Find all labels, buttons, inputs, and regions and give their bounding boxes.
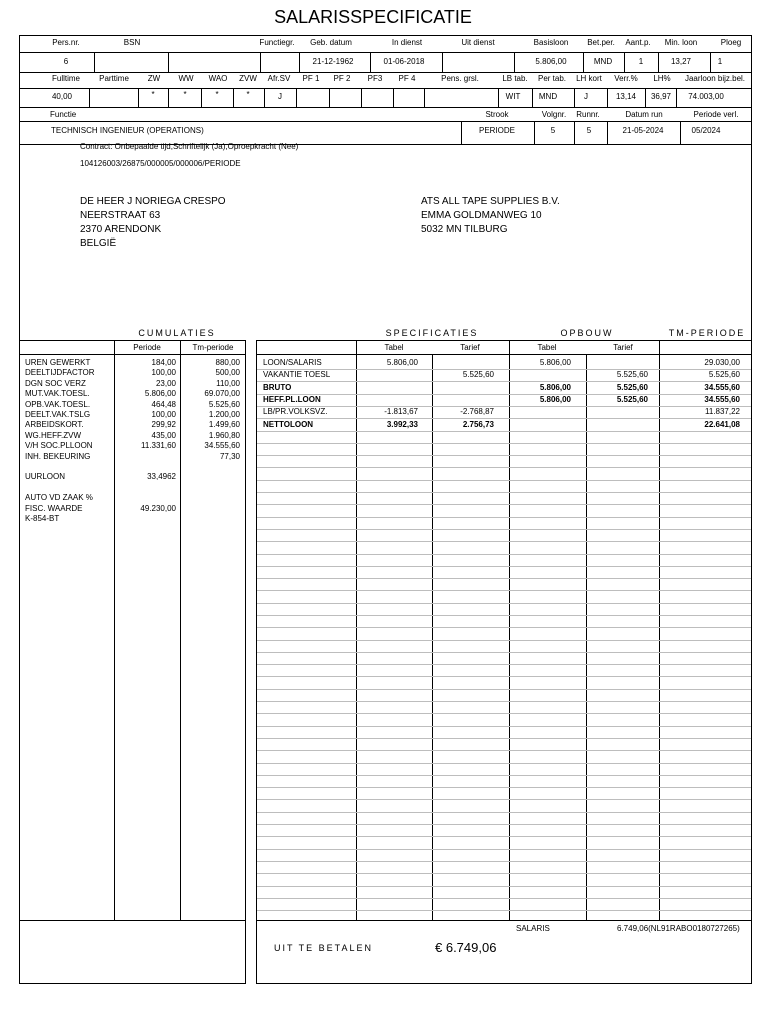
label-min-loon: Min. loon <box>664 38 698 47</box>
cumulatie-periode: 184,00 <box>151 358 176 367</box>
value-bet-per: MND <box>593 57 613 66</box>
ruled-line <box>257 443 751 444</box>
value-verr: 13,14 <box>615 92 637 101</box>
value-runnr: 5 <box>586 126 592 135</box>
spec-tarief: 5.525,60 <box>462 370 494 380</box>
ruled-line <box>257 529 751 530</box>
label-lb-tab: LB tab. <box>502 74 528 83</box>
spec-label: LOON/SALARIS <box>263 358 322 367</box>
label-zvw: ZVW <box>239 74 257 83</box>
spec-header-tabel: Tabel <box>384 343 404 352</box>
label-pf3: PF3 <box>367 74 383 83</box>
ruled-line <box>257 455 751 456</box>
tm-periode-value: 29.030,00 <box>704 358 740 367</box>
value-fulltime: 40,00 <box>51 92 73 101</box>
cumulatie-tm-periode: 500,00 <box>215 368 240 378</box>
cumulatie-label: ARBEIDSKORT. <box>25 420 84 430</box>
value-min-loon: 13,27 <box>670 57 692 66</box>
cum-header-periode: Periode <box>133 343 161 352</box>
cumulatie-tm-periode: 1.200,00 <box>208 410 240 419</box>
cumulatie-tm-periode: 1.960,80 <box>208 430 240 440</box>
label-functiegr: Functiegr. <box>259 38 295 47</box>
value-jaarloon: 74.003,00 <box>688 92 724 101</box>
label-zw: ZW <box>147 74 161 83</box>
label-periode-verl: Periode verl. <box>693 110 739 119</box>
label-pers-nr: Pers.nr. <box>52 38 80 47</box>
spec-header-tarief: Tarief <box>460 343 480 352</box>
spec-tabel: -1.813,67 <box>384 407 418 417</box>
cumulatie-label: DGN SOC VERZ <box>25 378 86 388</box>
label-ploeg: Ploeg <box>720 38 742 47</box>
page-title: SALARISSPECIFICATIE <box>274 7 472 27</box>
cumulatie-periode: 100,00 <box>151 368 176 378</box>
spec-label: HEFF.PL.LOON <box>263 394 321 404</box>
label-in-dienst: In dienst <box>391 38 423 47</box>
employer-street: EMMA GOLDMANWEG 10 <box>421 210 542 221</box>
ruled-line <box>257 787 751 788</box>
ruled-line <box>257 676 751 677</box>
ruled-line <box>257 873 751 874</box>
value-volgnr: 5 <box>550 126 556 135</box>
label-lh-kort: LH kort <box>576 74 602 83</box>
ruled-line <box>257 775 751 776</box>
ruled-line <box>257 836 751 837</box>
cumulatie-tm-periode: 34.555,60 <box>204 441 240 451</box>
cumulatie-label: DEELTIJDFACTOR <box>25 368 95 378</box>
tm-periode-value: 11.837,22 <box>705 407 740 417</box>
spec-tarief: -2.768,87 <box>460 407 494 417</box>
tm-periode-value: 34.555,60 <box>704 394 740 404</box>
value-pers-nr: 6 <box>63 57 69 66</box>
value-periode-verl: 05/2024 <box>691 126 721 135</box>
label-datum-run: Datum run <box>625 110 663 119</box>
section-tm-periode: TM-PERIODE <box>668 328 746 338</box>
cumulatie-label: AUTO VD ZAAK % <box>25 493 93 503</box>
section-cumulaties: CUMULATIES <box>138 328 216 338</box>
cumulatie-periode: 33,4962 <box>147 472 176 482</box>
cumulatie-periode: 49.230,00 <box>140 503 176 513</box>
cumulatie-periode: 5.806,00 <box>144 389 176 399</box>
cumulatie-tm-periode: 880,00 <box>215 358 240 367</box>
cumulatie-periode: 100,00 <box>151 410 176 419</box>
salaris-label: SALARIS <box>516 924 550 933</box>
section-opbouw: OPBOUW <box>560 328 614 338</box>
value-wao: * <box>215 90 219 99</box>
label-bsn: BSN <box>123 38 141 47</box>
opbouw-tarief: 5.525,60 <box>616 394 648 404</box>
value-basisloon: 5.806,00 <box>535 57 567 66</box>
ruled-line <box>257 467 751 468</box>
opbouw-header-tabel: Tabel <box>537 343 557 352</box>
ruled-line <box>257 738 751 739</box>
ruled-line <box>257 480 751 481</box>
value-lb-tab: WIT <box>505 92 521 101</box>
label-basisloon: Basisloon <box>533 38 569 47</box>
ruled-line <box>257 750 751 751</box>
cumulatie-label: V/H SOC.PLLOON <box>25 441 93 451</box>
contract-info: Contract: Onbepaalde tijd,Schriftelijk (Ja),Oproepkracht (Nee) <box>80 142 299 151</box>
ruled-line <box>257 431 751 432</box>
value-in-dienst: 01-06-2018 <box>383 57 425 66</box>
cumulatie-label: K-854-BT <box>25 514 60 523</box>
ruled-line <box>257 910 751 911</box>
salaris-value: 6.749,06(NL91RABO0180727265) <box>617 924 740 933</box>
value-aant-p: 1 <box>638 57 644 66</box>
ruled-line <box>257 517 751 518</box>
label-verr: Verr.% <box>614 74 638 83</box>
cumulatie-label: UURLOON <box>25 472 66 482</box>
employer-name: ATS ALL TAPE SUPPLIES B.V. <box>421 196 560 207</box>
value-ploeg: 1 <box>717 57 723 66</box>
employee-country: BELGIË <box>80 238 117 249</box>
ruled-line <box>257 603 751 604</box>
cumulatie-label: OPB.VAK.TOESL. <box>25 399 91 409</box>
spec-label: BRUTO <box>263 382 292 392</box>
cumulatie-periode: 299,92 <box>151 420 176 430</box>
label-pf2: PF 2 <box>333 74 351 83</box>
label-runnr: Runnr. <box>576 110 600 119</box>
address-area <box>19 144 752 340</box>
ruled-line <box>257 763 751 764</box>
employee-city: 2370 ARENDONK <box>80 224 162 235</box>
value-strook: PERIODE <box>478 126 516 135</box>
cumulatie-tm-periode: 1.499,60 <box>208 420 240 430</box>
cum-header-tm-periode: Tm-periode <box>192 343 234 352</box>
value-lh-kort: J <box>584 92 588 101</box>
ruled-line <box>257 541 751 542</box>
value-ww: * <box>183 90 187 99</box>
value-zvw: * <box>246 90 250 99</box>
pay-label: UIT TE BETALEN <box>274 943 374 953</box>
ruled-line <box>257 640 751 641</box>
ruled-line <box>257 726 751 727</box>
value-zw: * <box>151 90 155 99</box>
spec-label: VAKANTIE TOESL <box>263 370 331 380</box>
cumulatie-label: FISC. WAARDE <box>25 503 83 513</box>
value-afr-sv: J <box>278 92 282 101</box>
ruled-line <box>257 652 751 653</box>
ruled-line <box>257 812 751 813</box>
ruled-line <box>257 615 751 616</box>
pay-amount: € 6.749,06 <box>435 940 497 955</box>
label-volgnr: Volgnr. <box>541 110 567 119</box>
spec-tarief: 2.756,73 <box>462 419 494 429</box>
value-functie: TECHNISCH INGENIEUR (OPERATIONS) <box>51 126 204 135</box>
cumulatie-tm-periode: 110,00 <box>216 378 240 388</box>
value-per-tab: MND <box>538 92 558 101</box>
ruled-line <box>257 504 751 505</box>
employer-city: 5032 MN TILBURG <box>421 224 508 235</box>
spec-tabel: 3.992,33 <box>386 419 418 429</box>
label-fulltime: Fulltime <box>51 74 81 83</box>
cumulatie-tm-periode: 69.070,00 <box>204 389 240 399</box>
ruled-line <box>257 627 751 628</box>
ruled-line <box>257 886 751 887</box>
ruled-line <box>257 713 751 714</box>
label-afr-sv: Afr.SV <box>267 74 291 83</box>
tm-periode-value: 22.641,08 <box>704 419 740 429</box>
label-pf4: PF 4 <box>398 74 416 83</box>
ruled-line <box>257 492 751 493</box>
ruled-line <box>257 664 751 665</box>
cumulatie-label: DEELT.VAK.TSLG <box>25 410 91 419</box>
label-bet-per: Bet.per. <box>587 38 615 47</box>
ruled-line <box>257 861 751 862</box>
ruled-line <box>257 689 751 690</box>
cumulatie-label: INH. BEKEURING <box>25 451 91 461</box>
employee-street: NEERSTRAAT 63 <box>80 210 161 221</box>
opbouw-tarief: 5.525,60 <box>616 370 648 380</box>
ruled-line <box>257 898 751 899</box>
label-jaarloon: Jaarloon bijz.bel. <box>684 74 746 83</box>
cumulatie-tm-periode: 77,30 <box>219 451 240 461</box>
opbouw-header-tarief: Tarief <box>613 343 633 352</box>
label-functie: Functie <box>50 110 77 119</box>
opbouw-tabel: 5.806,00 <box>539 382 571 392</box>
label-geb-datum: Geb. datum <box>310 38 352 47</box>
cumulatie-label: UREN GEWERKT <box>25 358 91 367</box>
ruled-line <box>257 701 751 702</box>
section-specificaties: SPECIFICATIES <box>385 328 479 338</box>
ruled-line <box>257 799 751 800</box>
cumulatie-tm-periode: 5.525,60 <box>208 399 240 409</box>
label-pens-grsl: Pens. grsl. <box>441 74 479 83</box>
value-datum-run: 21-05-2024 <box>622 126 664 135</box>
value-lh-pct: 36,97 <box>650 92 672 101</box>
cumulatie-periode: 11.331,60 <box>141 441 176 451</box>
label-strook: Strook <box>485 110 509 119</box>
label-ww: WW <box>178 74 194 83</box>
label-per-tab: Per tab. <box>537 74 567 83</box>
opbouw-tabel: 5.806,00 <box>539 358 571 367</box>
employee-name: DE HEER J NORIEGA CRESPO <box>80 196 226 207</box>
cumulatie-periode: 464,48 <box>151 399 176 409</box>
ruled-line <box>257 566 751 567</box>
ruled-line <box>257 590 751 591</box>
spec-label: NETTOLOON <box>263 419 314 429</box>
label-parttime: Parttime <box>99 74 129 83</box>
opbouw-tabel: 5.806,00 <box>539 394 571 404</box>
cumulatie-periode: 23,00 <box>155 378 176 388</box>
ruled-line <box>257 824 751 825</box>
value-geb-datum: 21-12-1962 <box>312 57 354 66</box>
label-uit-dienst: Uit dienst <box>461 38 495 47</box>
label-lh-pct: LH% <box>653 74 671 83</box>
ruled-line <box>257 554 751 555</box>
reference-number: 104126003/26875/000005/000006/PERIODE <box>80 159 241 168</box>
label-wao: WAO <box>208 74 228 83</box>
cumulatie-periode: 435,00 <box>151 430 176 440</box>
cumulatie-label: WG.HEFF.ZVW <box>25 430 81 440</box>
spec-label: LB/PR.VOLKSVZ. <box>263 407 328 417</box>
tm-periode-value: 34.555,60 <box>704 382 740 392</box>
specificaties-box <box>256 340 752 984</box>
spec-tabel: 5.806,00 <box>386 358 418 367</box>
ruled-line <box>257 849 751 850</box>
cumulatie-label: MUT.VAK.TOESL. <box>25 389 90 399</box>
label-aant-p: Aant.p. <box>625 38 651 47</box>
ruled-line <box>257 578 751 579</box>
tm-periode-value: 5.525,60 <box>708 370 740 380</box>
label-pf1: PF 1 <box>302 74 320 83</box>
opbouw-tarief: 5.525,60 <box>616 382 648 392</box>
